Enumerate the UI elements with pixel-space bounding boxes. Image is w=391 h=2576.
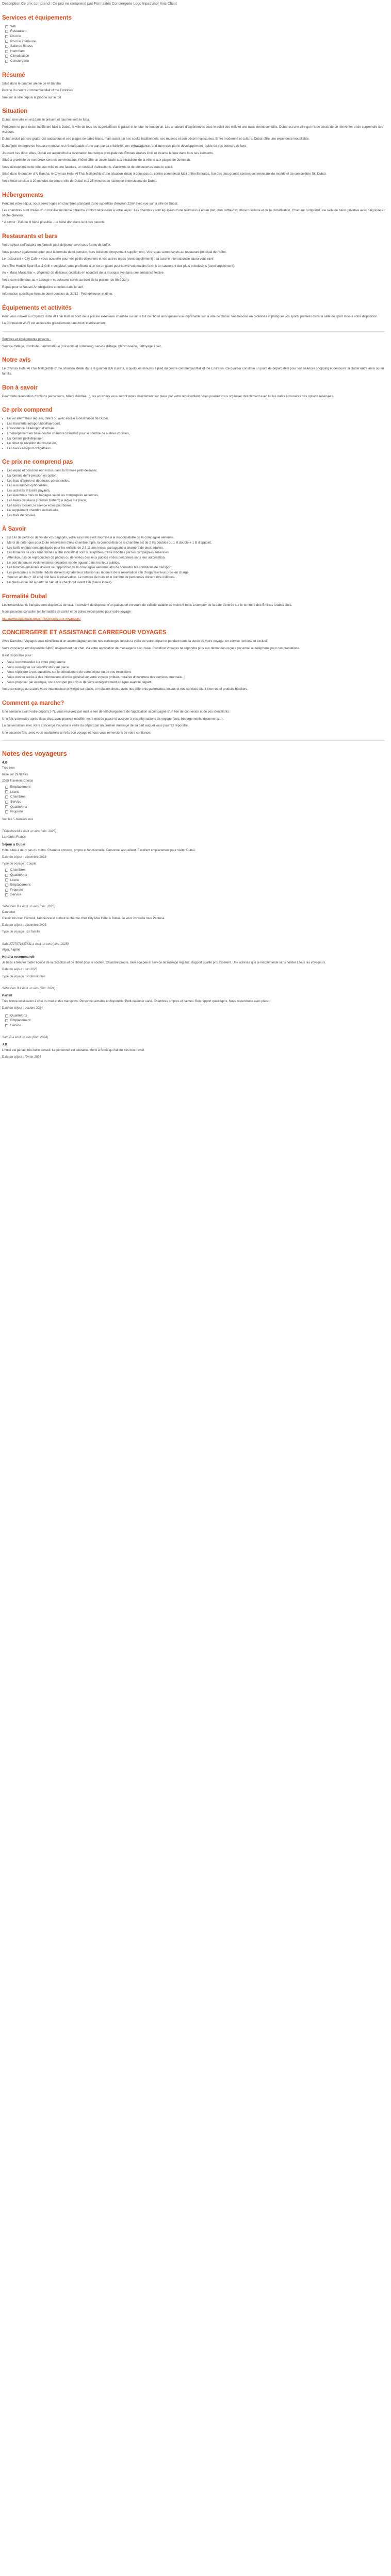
review-rating-item [5, 888, 385, 893]
formalites-text-1: Les ressortissants français sont dispensés de visa. Il convient de disposer d'un passeport en cours de validité valable au moins 6 mois à compter de la date d'entrée sur le territoire des Émirats Arabes Unis. [2, 603, 292, 607]
restaurants-paragraph: Information spécifique formule demi-pension du 31/12 : Petit-déjeuner et dîner. [2, 292, 113, 296]
situation-paragraph: Dubaï, une ville en est dans le présent et tournée vers le futur. [2, 118, 90, 122]
service-label: Wifi [10, 24, 16, 28]
hebergements-paragraph: Les chambres sont dotées d'un mobilier moderne offrant le confort nécessaire à votre séjour. Les chambres sont équipées d'une télévision à écran plat, d'un coffre-fort, d'une bouilloire et de la climatisation. Chacune comprend une salle de bains privative avec baignoire et sèche-cheveux. [2, 209, 385, 217]
situation-text [2, 117, 385, 183]
conciergerie-closing: Votre concierge aura alors votre interlocuteur privilégié sur place, en relation directe avec nos différents partenaires, locaux et nos services client internes et produits hôteliers. [2, 687, 248, 691]
situation-paragraph: Situé dans le quartier d'Al Barsha, le Citymax Hotel Al Thai Mall profite d'une situation idéale à deux pas du centre commercial Mall of the Emirates, l'un des plus grands centres commerciaux du monde et de son célèbre Ski Dubaï. [2, 172, 327, 176]
service-item [5, 39, 385, 44]
formalites-text-2: Nous pouvons consulter les formalités de santé et de police nécessaires pour votre voyage : [2, 610, 133, 614]
review-author: Sébastien B a écrit un avis (févr. 2024) [2, 987, 56, 990]
ne-comprend-item: • Les frais d'entrée et dépenses personnelles, [7, 479, 385, 484]
a-savoir-item: • Le port de tenues vestimentaires décentes est de rigueur dans les lieux publics. [7, 561, 385, 566]
a-savoir-item: • Les personnes à mobilité réduite doivent signaler leur situation au moment de la réservation afin d'organiser leur prise en charge. [7, 570, 385, 575]
equipements-paragraph: La Connexion Wi-Fi est accessible gratuitement dans tout l'établissement. [2, 321, 107, 326]
resume-line: Situé dans le quartier animé de Al Barsha [2, 81, 61, 86]
ne-comprend-item: • La formule demi-pension en option, [7, 473, 385, 479]
service-label: Climatisation [10, 54, 29, 58]
checkbox-icon [5, 1019, 8, 1022]
comprend-item: • Le vol aller/retour régulier, direct ou avec escale à destination de Dubaï, [7, 416, 385, 421]
service-item [5, 59, 385, 64]
overall-rating-item [5, 790, 385, 795]
comment-ca-marche-paragraph: Une seconde fois, avec vous souhaitons un très bon voyage et nous vous remercions de votre confiance. [2, 731, 151, 735]
a-savoir-item: • Les femmes enceintes doivent se rapprocher de la compagnie aérienne afin de connaître les conditions de transport. [7, 565, 385, 570]
checkbox-icon [5, 805, 8, 808]
review-rating-item [5, 878, 385, 883]
a-savoir-item: • Le check-in se fait à partir de 14h et le check-out avant 12h (heure locale). [7, 580, 385, 585]
conciergerie-text [2, 639, 385, 658]
checkbox-icon [5, 893, 8, 896]
conciergerie-item: • Vous donner accès à des informations d'ordre général sur votre voyage (météo, horaires d'ouverture des services, monnaie...) [7, 675, 385, 680]
review-author: TCheshire14 a écrit un avis (déc. 2025) [2, 830, 57, 834]
review-text: Très bonne localisation à côté du mall et des transports. Personnel aimable et disponible. Petit-déjeuner varié. Chambres propres et calmes. Bon rapport qualité/prix. Nous reviendrons avec plaisir. [2, 1000, 270, 1004]
checkbox-icon [5, 884, 8, 887]
situation-paragraph: Personne ne peut rester indifférent face à Dubaï, la ville de tous les superlatifs où le passé et le futur ne font qu'un. Les amateurs d'expériences sous le soleil des mille et une nuits seront comblés. Dubaï est une ville qui n'a de cesse de se réinventer et de surprendre ses visiteurs. [2, 125, 383, 134]
review-rating-item [5, 892, 385, 897]
review-trip-type: Type de voyage : Professionnel [2, 975, 45, 978]
conciergerie-list [2, 660, 385, 685]
review-rating-label: Propreté [10, 888, 23, 892]
services-heading: Services et équipements [2, 14, 72, 21]
checkbox-icon [5, 1024, 8, 1027]
description-breadcrumb: Description Ce prix comprend : Ce prix ne comprend pas Formalités Conciergerie Logo tripadvisor Avis Client [2, 2, 177, 6]
review-date: Date du séjour : décembre 2025 [2, 923, 46, 927]
overall-rating-label: Chambres [10, 795, 26, 799]
checkbox-icon [5, 30, 8, 33]
overall-rating-label: Service [10, 800, 22, 804]
service-label: Conciergerie [10, 59, 29, 63]
service-label: Piscine intérieure [10, 39, 36, 43]
restaurants-intro: Votre séjour s'effectuera en formule petit-déjeuner servi sous forme de buffet. [2, 243, 111, 247]
hebergements-paragraph: Pendant votre séjour, vous serez logés en chambres standard d'une superficie d'environ 22m² avec vue sur la ville de Dubaï. [2, 201, 178, 206]
ne-comprend-item: • Les frais de dossier. [7, 513, 385, 518]
comprend-item: • L'hébergement en base double chambre Standard pour le nombre de nuitées choisies, [7, 431, 385, 436]
review-date: Date du séjour : décembre 2025 [2, 855, 46, 859]
conciergerie-paragraph: Votre concierge est disponible 24h/7j uniquement par chat, via votre application de messagerie sécurisée. Carrefour Voyages ne répondra plus aux demandes reçues par email ou téléphone pour ces prestations. [2, 647, 300, 651]
restaurants-paragraph: Au « Mace Music Bar », dégustez de délicieux cocktails en écoutant de la musique live dans une ambiance festive. [2, 271, 165, 275]
restaurants-paragraph: Le restaurant « City Café » vous accueille pour vos petits-déjeuners et vos autres repas (avec supplément) : sa cuisine internationale saura vous ravir. [2, 257, 215, 261]
checkbox-icon [5, 790, 8, 793]
situation-paragraph: Dubaï séduit par ses gratte-ciel audacieux et ses plages de sable blanc, mais aussi par ses souks traditionnels, ses musées et son désert majestueux. Entre modernité et culture, Dubaï offre une expérience inoubliable. [2, 137, 309, 141]
situation-paragraph: Jouxtant ces deux villes, Dubaï est aujourd'hui la destination touristique principale des Émirats Arabes Unis et incarne le luxe dans tous ses éléments. [2, 151, 214, 155]
ce-prix-comprend-heading: Ce prix comprend [2, 407, 53, 414]
review-rating-label: Service [10, 1024, 22, 1027]
a-savoir-item: • Les horaires de vols sont donnés à titre indicatif et sont susceptibles d'être modifiés par les compagnies aériennes. [7, 550, 385, 555]
review-rating-label: Qualité/prix [10, 1013, 27, 1018]
review-rating-item [5, 1023, 385, 1028]
conciergerie-paragraph: Il est disponible pour : [2, 653, 34, 657]
checkbox-icon [5, 25, 8, 28]
review-rating-label: Chambres [10, 868, 26, 872]
review-rating-item [5, 868, 385, 873]
checkbox-icon [5, 889, 8, 892]
ce-prix-comprend-list [2, 416, 385, 451]
conciergerie-paragraph: Avec Carrefour Voyages vous bénéficiez d'un accompagnement de nos concierges depuis la veille de votre départ et pendant toute la durée de votre voyage, en service renforcé et exclusif. [2, 639, 269, 643]
resume-lines [2, 81, 385, 100]
service-label: Hammam [10, 49, 25, 53]
service-label: Salle de fitness [10, 44, 33, 48]
checkbox-icon [5, 40, 8, 43]
review-card [2, 1036, 385, 1060]
ne-comprend-item: • Les repas et boissons non inclus dans la formule petit-déjeuner, [7, 468, 385, 473]
services-list [2, 24, 385, 64]
restaurants-paragraph: Vous pourrez également opter pour la formule demi-pension, hors boissons (moyennant supplément). Vos repas seront servis au restaurant principal de l'hôtel. [2, 250, 227, 254]
review-rating-label: Qualité/prix [10, 873, 27, 877]
overall-based: basé sur 2978 Avis [2, 773, 28, 777]
checkbox-icon [5, 810, 8, 814]
review-rating-label: Emplacement [10, 1019, 31, 1023]
situation-paragraph: Situé à proximité de nombreux centres commerciaux, l'hôtel offre un accès facile aux attractions de la ville et aux plages de Jumeirah. [2, 158, 191, 162]
review-trip-type: Type de voyage : En famille [2, 930, 40, 934]
a-savoir-heading: À Savoir [2, 526, 26, 533]
restaurants-paragraph: Au « The Huddle Sport Bar & Grill » convivial, vous profiterez d'un écran géant pour suivre vos matchs favoris en savourant des plats et boissons (avec supplément). [2, 264, 235, 268]
overall-type: 2025 Travelers Choice [2, 779, 34, 783]
ce-prix-ne-comprend-heading: Ce prix ne comprend pas [2, 459, 73, 466]
review-location: Cannoisé [2, 911, 15, 914]
formalites-heading: Formalité Dubaï [2, 593, 47, 600]
last-reviews-label: Voir les 5 derniers avis [2, 818, 34, 821]
checkbox-icon [5, 869, 8, 872]
overall-rating [2, 760, 385, 822]
notre-avis-paragraph: Le Citymax Hotel Al Thai Mall profite d'une situation idéale dans le quartier d'Al Barsha, à quelques minutes à pied du centre commercial Mall of the Emirates. Ce quartier constitue un point de départ idéal pour vos séances shopping et découvrir la Dubaï entre amis ou en famille. [2, 367, 384, 376]
review-title: J.B. [2, 1042, 8, 1046]
a-savoir-item: • En cas de perte ou de vol de vos bagages, votre assurance est soumise à la responsabilité de la compagnie aérienne. [7, 535, 385, 540]
review-rating-list [2, 868, 385, 897]
review-rating-label: Literie [10, 878, 20, 882]
checkbox-icon [5, 786, 8, 789]
a-savoir-item: • Merci de noter que pour toute réservation d'une chambre triple, la composition de la chambre est de 2 lits doubles ou 1 lit double + 1 lit d'appoint. [7, 540, 385, 546]
review-location: Alger, Algérie [2, 948, 21, 952]
page [0, 0, 387, 1069]
situation-heading: Situation [2, 108, 28, 115]
restaurants-heading: Restaurants et bars [2, 233, 58, 240]
overall-score: 4.0 [2, 761, 7, 765]
comprend-item: • Les transferts aéroport/hôtel/aéroport, [7, 421, 385, 427]
service-item [5, 29, 385, 34]
divider [2, 331, 385, 332]
conciergerie-item: • Vous répondre à vos questions sur le déroulement de votre séjour ou de vos excursions [7, 670, 385, 675]
overall-rating-item [5, 809, 385, 815]
equipements-paragraph: Pour vous relaxer au Citymax Hotel Al Thai Mall au bord de la piscine extérieure chauffée ou sur le toit de l'hôtel ainsi qu'une vue imprenable sur la ville de Dubaï. Vos besoins en protéines et pratiquer vos sports préférés dans la salle de sport mise à votre disposition. [2, 314, 378, 318]
a-savoir-list [2, 535, 385, 585]
service-item [5, 24, 385, 29]
review-title: Séjour à Dubaï [2, 842, 25, 846]
review-rating-item [5, 1013, 385, 1019]
review-list [2, 829, 385, 1060]
equipements-text [2, 314, 385, 326]
review-author: Sam R a écrit un avis (févr. 2024) [2, 1036, 48, 1039]
comprend-item: • La formule petit-déjeuner, [7, 436, 385, 442]
review-card [2, 987, 385, 1028]
conciergerie-item: • Vous proposer par exemple, nous occuper pour vous de votre enregistrement en ligne avant le départ. [7, 680, 385, 685]
comment-ca-marche-paragraph: Une fois connectés après deux clics, vous pourrez modifier votre mot de passe et accéder à vos informations de voyage (vols, hébergements, documents...). [2, 717, 224, 721]
review-date: Date du séjour : octobre 2024 [2, 1007, 43, 1010]
review-location: La Haute, France [2, 836, 26, 839]
comment-ca-marche-text [2, 709, 385, 735]
review-title: Parfait [2, 994, 12, 998]
checkbox-icon [5, 874, 8, 877]
ce-prix-ne-comprend-list [2, 468, 385, 518]
review-rating-label: Service [10, 893, 22, 897]
review-date: Date du séjour : février 2024 [2, 1056, 41, 1059]
ne-comprend-item: • Les éventuels frais de bagages selon les compagnies aériennes, [7, 493, 385, 498]
hebergements-text [2, 201, 385, 225]
comprend-list [2, 416, 385, 451]
review-trip-type: Type de voyage : Couple [2, 862, 37, 866]
payant-label: Services et équipements payants : [2, 337, 51, 342]
conciergerie-heading: CONCIERGERIE ET ASSISTANCE CARREFOUR VOYAGES [2, 630, 167, 636]
ne-comprend-list [2, 468, 385, 518]
checkbox-icon [5, 55, 8, 58]
a-savoir-item: • Les tarifs enfants sont appliqués pour les enfants de 2 à 11 ans inclus, partageant la chambre de deux adultes. [7, 546, 385, 551]
restaurants-paragraph: Votre cure détendue au « Lounge » et boissons servis au bord de la piscine (de 8h à 23h). [2, 278, 129, 282]
restaurants-paragraph: Repas pour le Nouvel An obligatoire et inclus dans le tarif. [2, 285, 84, 289]
a-savoir-item: • Seul un adulte (+ 18 ans) doit faire la réservation. Le nombre de nuits et le nombre de personnes doivent être indiqués. [7, 575, 385, 580]
overall-label: Très bien [2, 767, 15, 770]
comprend-item: • Les taxes aéroport obligatoires. [7, 446, 385, 451]
restaurants-text [2, 250, 385, 297]
comprend-item: • Le dîner de réveillon du Nouvel An, [7, 441, 385, 446]
checkbox-icon [5, 45, 8, 48]
ne-comprend-item: • Les activités et loisirs payants, [7, 488, 385, 494]
resume-line: Vue sur la ville depuis la piscine sur le toit [2, 95, 61, 99]
service-item [5, 54, 385, 59]
overall-rating-item [5, 805, 385, 810]
comment-ca-marche-paragraph: Une semaine avant votre départ (J-7), vous recevrez par mail le lien de téléchargement de l'application accompagné d'un lien de connexion et de vos identifiants. [2, 709, 230, 714]
overall-rating-label: Qualité/prix [10, 805, 27, 809]
overall-rating-item [5, 785, 385, 790]
diplomatie-link[interactable]: http://www.diplomatie.gouv.fr/fr/conseils-aux-voyageurs/ [2, 617, 81, 621]
a-savoir-item: • Attention, pas de reproduction de photos ou de vidéos des lieux publics et des personnes sans leur autorisation. [7, 555, 385, 561]
review-card [2, 905, 385, 935]
bon-a-savoir-heading: Bon à savoir [2, 384, 38, 391]
comprend-item: • L'assistance à l'aéroport d'arrivée, [7, 426, 385, 431]
ne-comprend-item: • Les taxes locales, le service et les pourboires, [7, 503, 385, 509]
situation-paragraph: Dubaï jolie émergée de l'espace mondial, est remarquable d'une part par sa créativité, son extravagance, et d'autre part par le développement rapide de ses bourses de luxe. [2, 144, 248, 148]
overall-rating-list [2, 785, 385, 815]
overall-rating-label: Literie [10, 790, 20, 794]
ne-comprend-item: • Les taxes de séjour (Tourism Dirham) à régler sur place, [7, 498, 385, 503]
review-author: Sébastien B a écrit un avis (déc. 2025) [2, 905, 56, 909]
conciergerie-item: • Vous renseigner sur les difficultés sur place [7, 665, 385, 670]
checkbox-icon [5, 1014, 8, 1018]
service-item [5, 34, 385, 39]
review-rating-item [5, 883, 385, 888]
situation-paragraph: Votre hôtel se situe à 20 minutes du centre-ville de Dubaï et à 25 minutes de l'aéroport international de Dubaï. [2, 179, 157, 183]
review-rating-label: Emplacement [10, 883, 31, 887]
review-rating-list [2, 1013, 385, 1028]
bon-a-savoir-text: Pour toute réservation d'options (excursions, billets d'entrée...), les vouchers vous seront remis directement sur place par votre représentant. Vous pourrez vous organiser directement avec lui les dates et horaires des options réservées. [2, 394, 334, 398]
review-title: Hotel a recommandé [2, 955, 35, 959]
review-text: Hôtel situé à deux pas du métro. Chambre correcte, propre et fonctionnelle. Personnel accueillant. Excellent emplacement pour visiter Dubaï. [2, 849, 196, 852]
review-card [2, 942, 385, 979]
hebergements-paragraph: * A savoir : Pas de lit bébé possible - Le bébé dort dans le lit des parents [2, 221, 105, 225]
review-rating-item [5, 1018, 385, 1023]
service-item [5, 49, 385, 54]
resume-line: Proche du centre commercial Mall of the Emirates [2, 89, 73, 93]
checkbox-icon [5, 50, 8, 53]
review-card [2, 829, 385, 897]
comment-ca-marche-paragraph: La conversation avec votre concierge s'ouvrira la veille du départ par un premier message de sa part auquel vous pourrez répondre. [2, 724, 189, 728]
service-item [5, 44, 385, 49]
review-text: Je tiens à féliciter toute l'équipe de la réception et de l'hôtel pour le soutien. Chambre propre, bien équipée et service de ménage régulier. Rapport qualité prix excellent. Une adresse que je recommande sans hésiter à tous les voyageurs. [2, 961, 326, 965]
checkbox-icon [5, 801, 8, 804]
review-author: Sabri2727971637631 a écrit un avis (janv. 2025) [2, 942, 69, 946]
conciergerie-item: • Vous recommander sur votre programme [7, 660, 385, 665]
hebergements-heading: Hébergements [2, 192, 43, 198]
review-date: Date du séjour : juin 2025 [2, 968, 38, 972]
equipements-heading: Équipements et activités [2, 304, 72, 311]
reviews-heading: Notes des voyageurs [2, 750, 67, 758]
checkbox-icon [5, 878, 8, 882]
review-text: C'était très bien l'accueil, l'ambiance et surtout le charme chez City Max Hôtel à Dubaï. Je vous conseille tous Pedrosa. [2, 917, 166, 920]
payant-text: Service d'étage, distributeur automatique (boissons et collations), service d'étage, blanchisserie, nettoyage à sec. [2, 344, 162, 348]
checkbox-icon [5, 35, 8, 38]
checkbox-icon [5, 795, 8, 799]
overall-rating-label: Emplacement [10, 785, 31, 789]
service-label: Piscine [10, 34, 21, 38]
checkbox-icon [5, 60, 8, 63]
ne-comprend-item: • Les assurances optionnelles, [7, 483, 385, 488]
review-text: L'hôtel est parfait, très belle accueil. Le personnel est adorable. Merci à Sonia qui fait du très bon travail. [2, 1048, 145, 1052]
service-label: Restaurant [10, 29, 27, 33]
situation-paragraph: Vous découvrirez cette ville aux mille et une facettes, un cocktail d'attractions, d'activités et de découvertes sous le soleil. [2, 165, 173, 169]
a-savoir-list [2, 535, 385, 585]
comment-ca-marche-heading: Comment ça marche? [2, 700, 64, 706]
notre-avis-heading: Notre avis [2, 357, 31, 364]
overall-rating-item [5, 794, 385, 800]
ne-comprend-item: • Le supplément chambre individuelle, [7, 508, 385, 513]
conciergerie-list [2, 660, 385, 685]
review-rating-item [5, 873, 385, 878]
notre-avis-text [2, 366, 385, 376]
resume-heading: Résumé [2, 72, 25, 78]
overall-rating-item [5, 800, 385, 805]
overall-rating-label: Propreté [10, 810, 23, 814]
divider [2, 740, 385, 741]
